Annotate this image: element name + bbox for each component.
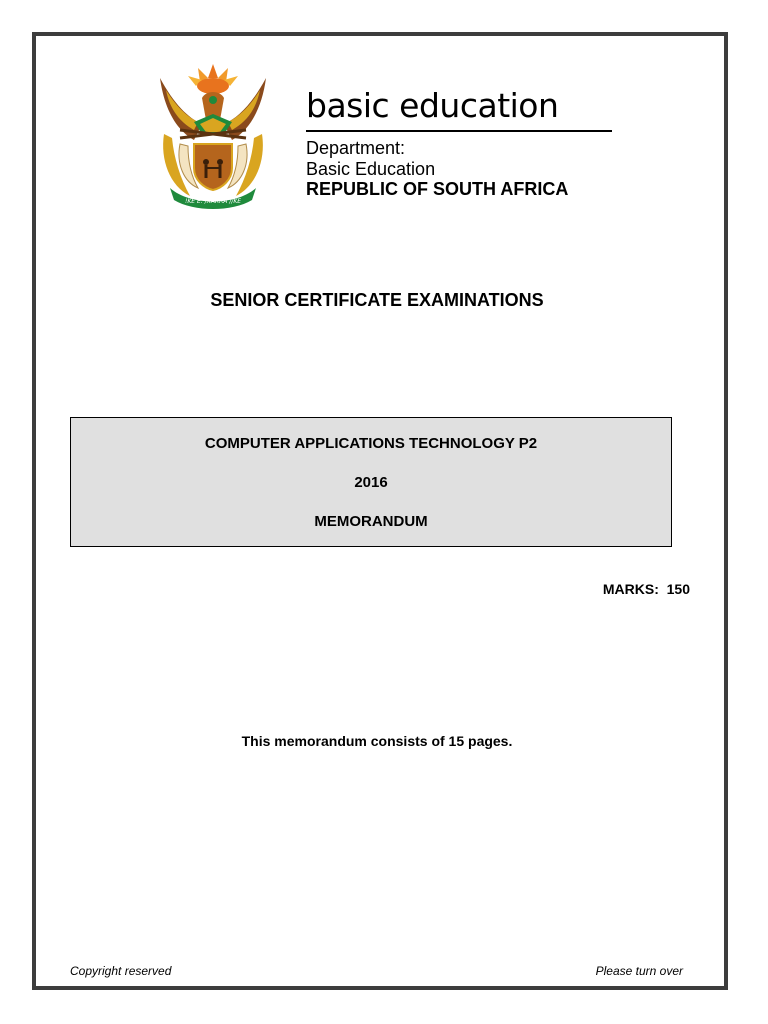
exam-year: 2016: [354, 474, 388, 491]
document-type: MEMORANDUM: [314, 513, 428, 530]
brand-divider: [306, 130, 612, 132]
copyright-note: Copyright reserved: [70, 964, 172, 978]
motto-text: !KE E: /XARRA //KE: [184, 198, 242, 205]
subject-title: COMPUTER APPLICATIONS TECHNOLOGY P2: [204, 435, 538, 452]
turn-over-note: Please turn over: [595, 964, 683, 978]
total-marks: MARKS: 150: [602, 581, 690, 597]
subject-box: [70, 417, 672, 547]
exam-title: SENIOR CERTIFICATE EXAMINATIONS: [210, 290, 544, 310]
brand-title: basic education: [306, 86, 559, 125]
sun-emblem: [188, 64, 238, 94]
department-name: Basic Education: [306, 159, 436, 179]
letterhead: [150, 60, 620, 210]
department-label: Department:: [306, 138, 406, 158]
coat-of-arms-icon: [150, 60, 276, 210]
republic-name: REPUBLIC OF SOUTH AFRICA: [306, 179, 569, 199]
page-count-note: This memorandum consists of 15 pages.: [241, 733, 513, 749]
